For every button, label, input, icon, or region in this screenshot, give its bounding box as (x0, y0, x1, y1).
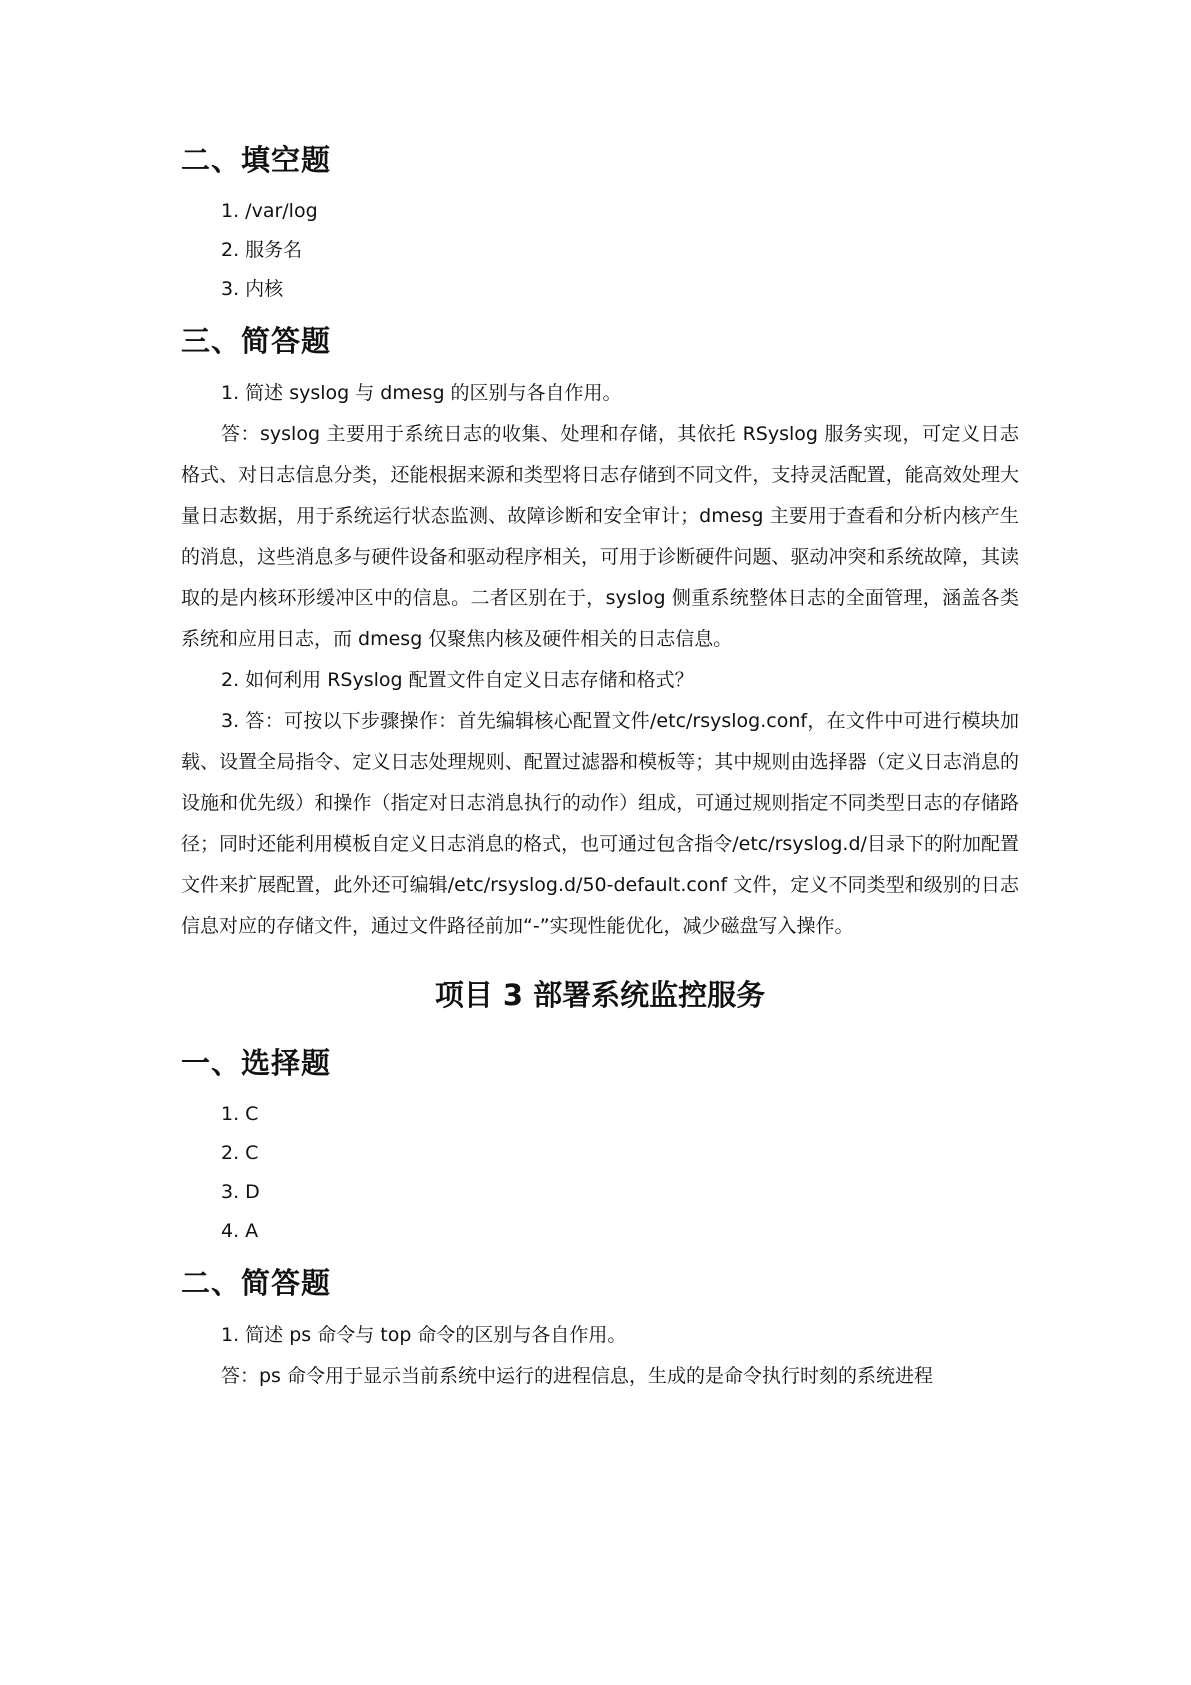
question-text: 1. 简述 syslog 与 dmesg 的区别与各自作用。 (221, 382, 622, 404)
answer-item: 3. D (221, 1181, 260, 1203)
section-heading-choice: 一、选择题 (181, 1046, 332, 1080)
answer-item: 1. /var/log (221, 200, 318, 222)
section-heading-short-answer-2: 二、简答题 (181, 1266, 332, 1300)
answer-item: 2. C (221, 1142, 259, 1164)
section-heading-fill-blank: 二、填空题 (181, 143, 332, 177)
answer-item: 2. 服务名 (221, 239, 303, 261)
project-title: 项目 3 部署系统监控服务 (434, 978, 766, 1012)
answer-item: 4. A (221, 1220, 259, 1242)
page-content (181, 140, 1019, 1397)
answer-item: 1. C (221, 1103, 259, 1125)
answer-item: 3. 内核 (221, 278, 284, 300)
answer-paragraph: 答：syslog 主要用于系统日志的收集、处理和存储，其依托 RSyslog 服务实现，可定义日志格式、对日志信息分类，还能根据来源和类型将日志存储到不同文件，支持灵活配置，能高效处理大量日志数据，用于系统运行状态监测、故障诊断和安全审计；dmesg 主要用于查看和分析内核产生的消息，这些消息多与硬件设备和驱动程序相关，可用于诊断硬件问题、驱动冲突和系统故障，其读取的是内核环形缓冲区中的信息。二者区别在于，syslog 侧重系统整体日志的全面管理，涵盖各类系统和应用日志，而 dmesg 仅聚焦内核及硬件相关的日志信息。 (181, 423, 1019, 650)
answer-paragraph: 3. 答：可按以下步骤操作：首先编辑核心配置文件/etc/rsyslog.conf，在文件中可进行模块加载、设置全局指令、定义日志处理规则、配置过滤器和模板等；其中规则由选择器（定义日志消息的设施和优先级）和操作（指定对日志消息执行的动作）组成，可通过规则指定不同类型日志的存储路径；同时还能利用模板自定义日志消息的格式，也可通过包含指令/etc/rsyslog.d/目录下的附加配置文件来扩展配置，此外还可编辑/etc/rsyslog.d/50-default.conf 文件，定义不同类型和级别的日志信息对应的存储文件，通过文件路径前加“-”实现性能优化，减少磁盘写入操作。 (181, 710, 1019, 937)
question-text: 1. 简述 ps 命令与 top 命令的区别与各自作用。 (221, 1324, 627, 1346)
section-heading-short-answer: 三、简答题 (181, 324, 332, 358)
answer-paragraph: 答：ps 命令用于显示当前系统中运行的进程信息，生成的是命令执行时刻的系统进程 (221, 1365, 934, 1387)
question-text: 2. 如何利用 RSyslog 配置文件自定义日志存储和格式？ (221, 669, 694, 691)
